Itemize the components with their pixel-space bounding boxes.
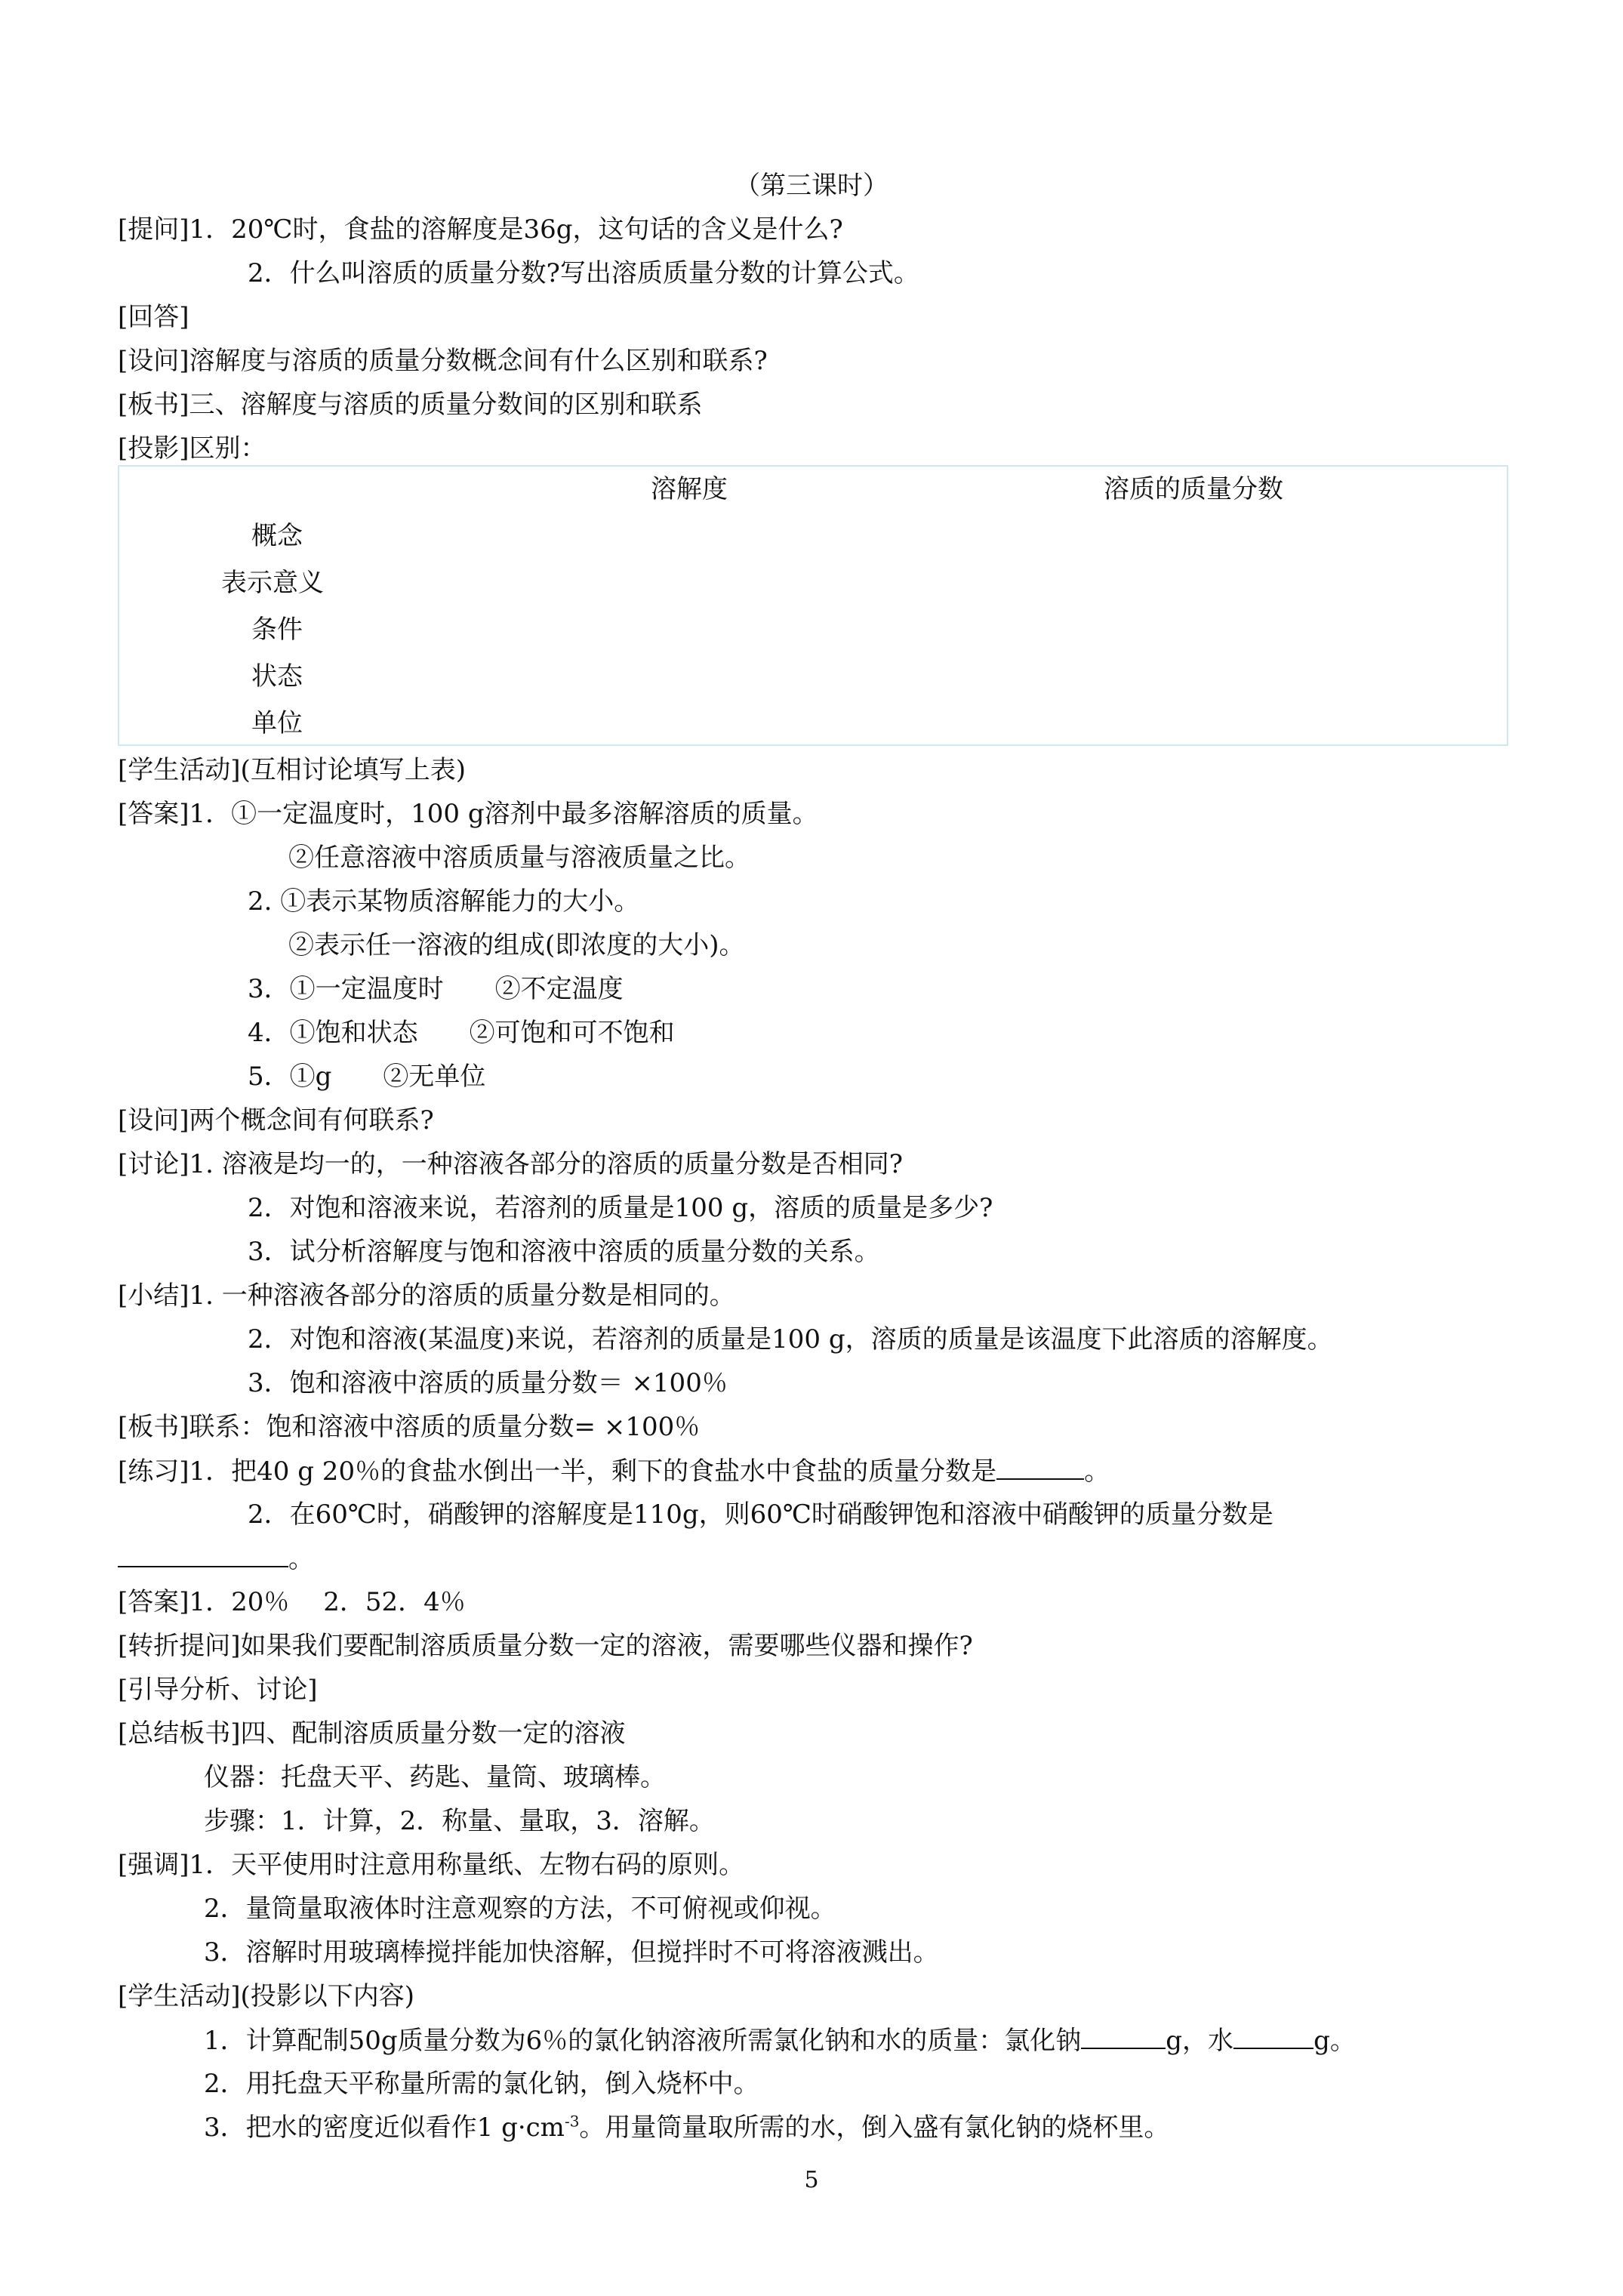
exercise-2-blank[interactable]	[118, 1543, 288, 1567]
board-text: 三、溶解度与溶质的质量分数间的区别和联系	[189, 390, 703, 420]
emphasis-tag: [强调]	[118, 1850, 189, 1880]
procedure-3	[204, 2113, 1169, 2143]
answer-tag-2: [答案]	[118, 799, 189, 829]
discussion-2: 2．对饱和溶液来说，若溶剂的质量是100 g，溶质的质量是多少?	[248, 1193, 993, 1223]
answer-1b: ②任意溶液中溶质质量与溶液质量之比。	[288, 843, 750, 873]
discussion-3: 3．试分析溶解度与饱和溶液中溶质的质量分数的关系。	[248, 1237, 880, 1267]
steps-line: 步骤：1．计算，2．称量、量取，3．溶解。	[204, 1806, 715, 1836]
ask-tag-2: [设问]	[118, 1105, 189, 1136]
procedure-3-text: 3．把水的密度近似看作1 g·cm	[204, 2113, 565, 2143]
procedure-1	[204, 2025, 1356, 2056]
question-1: 1．20℃时，食盐的溶解度是36g，这句话的含义是什么?	[189, 214, 843, 245]
exercise-tag: [练习]	[118, 1456, 189, 1487]
ask-text: 溶解度与溶质的质量分数概念间有什么区别和联系?	[189, 346, 768, 376]
emphasis-1: 1．天平使用时注意用称量纸、左物右码的原则。	[189, 1850, 745, 1880]
procedure-2: 2．用托盘天平称量所需的氯化钠，倒入烧杯中。	[204, 2069, 759, 2099]
discussion-1: 1. 溶液是均一的，一种溶液各部分的溶质的质量分数是否相同?	[189, 1149, 904, 1179]
board-tag-3: [总结板书]	[118, 1718, 241, 1749]
table-row-unit: 单位	[251, 708, 303, 738]
board-line-3	[118, 1718, 626, 1749]
exercise-1-end: 。	[1084, 1456, 1110, 1487]
emphasis-2: 2．量筒量取液体时注意观察的方法，不可俯视或仰视。	[204, 1894, 836, 1924]
summary-1: 1. 一种溶液各部分的溶质的质量分数是相同的。	[189, 1281, 735, 1311]
table-col-mass-fraction: 溶质的质量分数	[1104, 474, 1283, 504]
summary-3: 3．饱和溶液中溶质的质量分数＝ ×100％	[248, 1368, 728, 1398]
projection-line	[118, 433, 266, 464]
discussion-line-1	[118, 1149, 903, 1179]
answer-1a: 1．①一定温度时，100 g溶剂中最多溶解溶质的质量。	[189, 799, 818, 829]
summary-2: 2．对饱和溶液(某温度)来说，若溶剂的质量是100 g，溶质的质量是该温度下此溶质的溶解度。	[248, 1324, 1333, 1354]
discussion-tag: [讨论]	[118, 1149, 189, 1179]
activity-line-2	[118, 1981, 414, 2011]
procedure-1-mid: g，水	[1166, 2026, 1234, 2056]
activity-line-1	[118, 755, 466, 785]
exercise-2: 2．在60℃时，硝酸钾的溶解度是110g，则60℃时硝酸钾饱和溶液中硝酸钾的质量分数是	[248, 1499, 1273, 1530]
activity-tag-2: [学生活动]	[118, 1981, 241, 2011]
answer-tag-3: [答案]	[118, 1587, 189, 1617]
answer-2b: ②表示任一溶液的组成(即浓度的大小)。	[288, 930, 745, 960]
exercise-line-1	[118, 1456, 1110, 1487]
lesson-subtitle: （第三课时）	[735, 171, 888, 201]
turn-question-line	[118, 1631, 973, 1661]
board-tag: [板书]	[118, 390, 189, 420]
page-number: 5	[804, 2167, 819, 2193]
question-line-1	[118, 214, 843, 245]
procedure-1-text: 1．计算配制50g质量分数为6％的氯化钠溶液所需氯化钠和水的质量：氯化钠	[204, 2026, 1082, 2056]
question-2: 2．什么叫溶质的质量分数?写出溶质质量分数的计算公式。	[248, 258, 919, 288]
water-blank[interactable]	[1233, 2025, 1313, 2049]
answer-line-2	[118, 1587, 466, 1617]
ask-line-2	[118, 1105, 434, 1136]
question-tag: [提问]	[118, 214, 189, 245]
table-row-state: 状态	[251, 661, 303, 692]
exercise-2-end: 。	[288, 1544, 314, 1574]
ask-text-2: 两个概念间有何联系?	[189, 1105, 434, 1136]
ask-tag: [设问]	[118, 346, 189, 376]
ask-line-1	[118, 346, 768, 376]
answer-4: 4．①饱和状态 ②可饱和可不饱和	[248, 1018, 675, 1048]
turn-text: 如果我们要配制溶质质量分数一定的溶液，需要哪些仪器和操作?	[240, 1631, 973, 1661]
board-text-3: 四、配制溶质质量分数一定的溶液	[240, 1718, 626, 1749]
table-row-condition: 条件	[251, 615, 303, 645]
turn-tag: [转折提问]	[118, 1631, 241, 1661]
projection-text: 区别：	[189, 433, 266, 464]
exercise-2-line	[118, 1543, 314, 1574]
board-line-1	[118, 390, 703, 420]
emphasis-3: 3．溶解时用玻璃棒搅拌能加快溶解，但搅拌时不可将溶液溅出。	[204, 1937, 939, 1968]
summary-tag: [小结]	[118, 1281, 189, 1311]
answer-5: 5．①g ②无单位	[248, 1062, 486, 1092]
comparison-table	[118, 465, 1508, 746]
activity-text-2: (投影以下内容)	[240, 1981, 415, 2011]
procedure-3-rest: 。用量筒量取所需的水，倒入盛有氯化钠的烧杯里。	[579, 2113, 1170, 2143]
answer-line-1a	[118, 799, 818, 829]
projection-tag: [投影]	[118, 433, 189, 464]
board-tag-2: [板书]	[118, 1412, 189, 1442]
board-line-2	[118, 1412, 700, 1442]
answer-2a: 2. ①表示某物质溶解能力的大小。	[248, 886, 640, 917]
emphasis-line-1	[118, 1850, 744, 1880]
table-row-meaning: 表示意义	[221, 568, 324, 598]
instruments-line: 仪器：托盘天平、药匙、量筒、玻璃棒。	[204, 1762, 666, 1792]
activity-text: (互相讨论填写上表)	[240, 755, 467, 785]
table-col-solubility: 溶解度	[651, 474, 728, 504]
guide-line: [引导分析、讨论]	[118, 1675, 318, 1705]
board-text-2: 联系：饱和溶液中溶质的质量分数= ×100％	[189, 1412, 701, 1442]
procedure-1-end: g。	[1313, 2026, 1356, 2056]
answer-3: 3．①一定温度时 ②不定温度	[248, 974, 624, 1004]
table-row-concept: 概念	[251, 521, 303, 551]
exercise-1-blank[interactable]	[996, 1456, 1084, 1480]
answer-tag: [回答]	[118, 302, 189, 332]
activity-tag: [学生活动]	[118, 755, 241, 785]
sodium-chloride-blank[interactable]	[1081, 2025, 1166, 2049]
answer-exercise: 1．20％ 2．52．4％	[189, 1587, 466, 1617]
procedure-3-superscript: -3	[564, 2112, 580, 2131]
exercise-1: 1．把40 g 20％的食盐水倒出一半，剩下的食盐水中食盐的质量分数是	[189, 1456, 997, 1487]
summary-line-1	[118, 1281, 735, 1311]
